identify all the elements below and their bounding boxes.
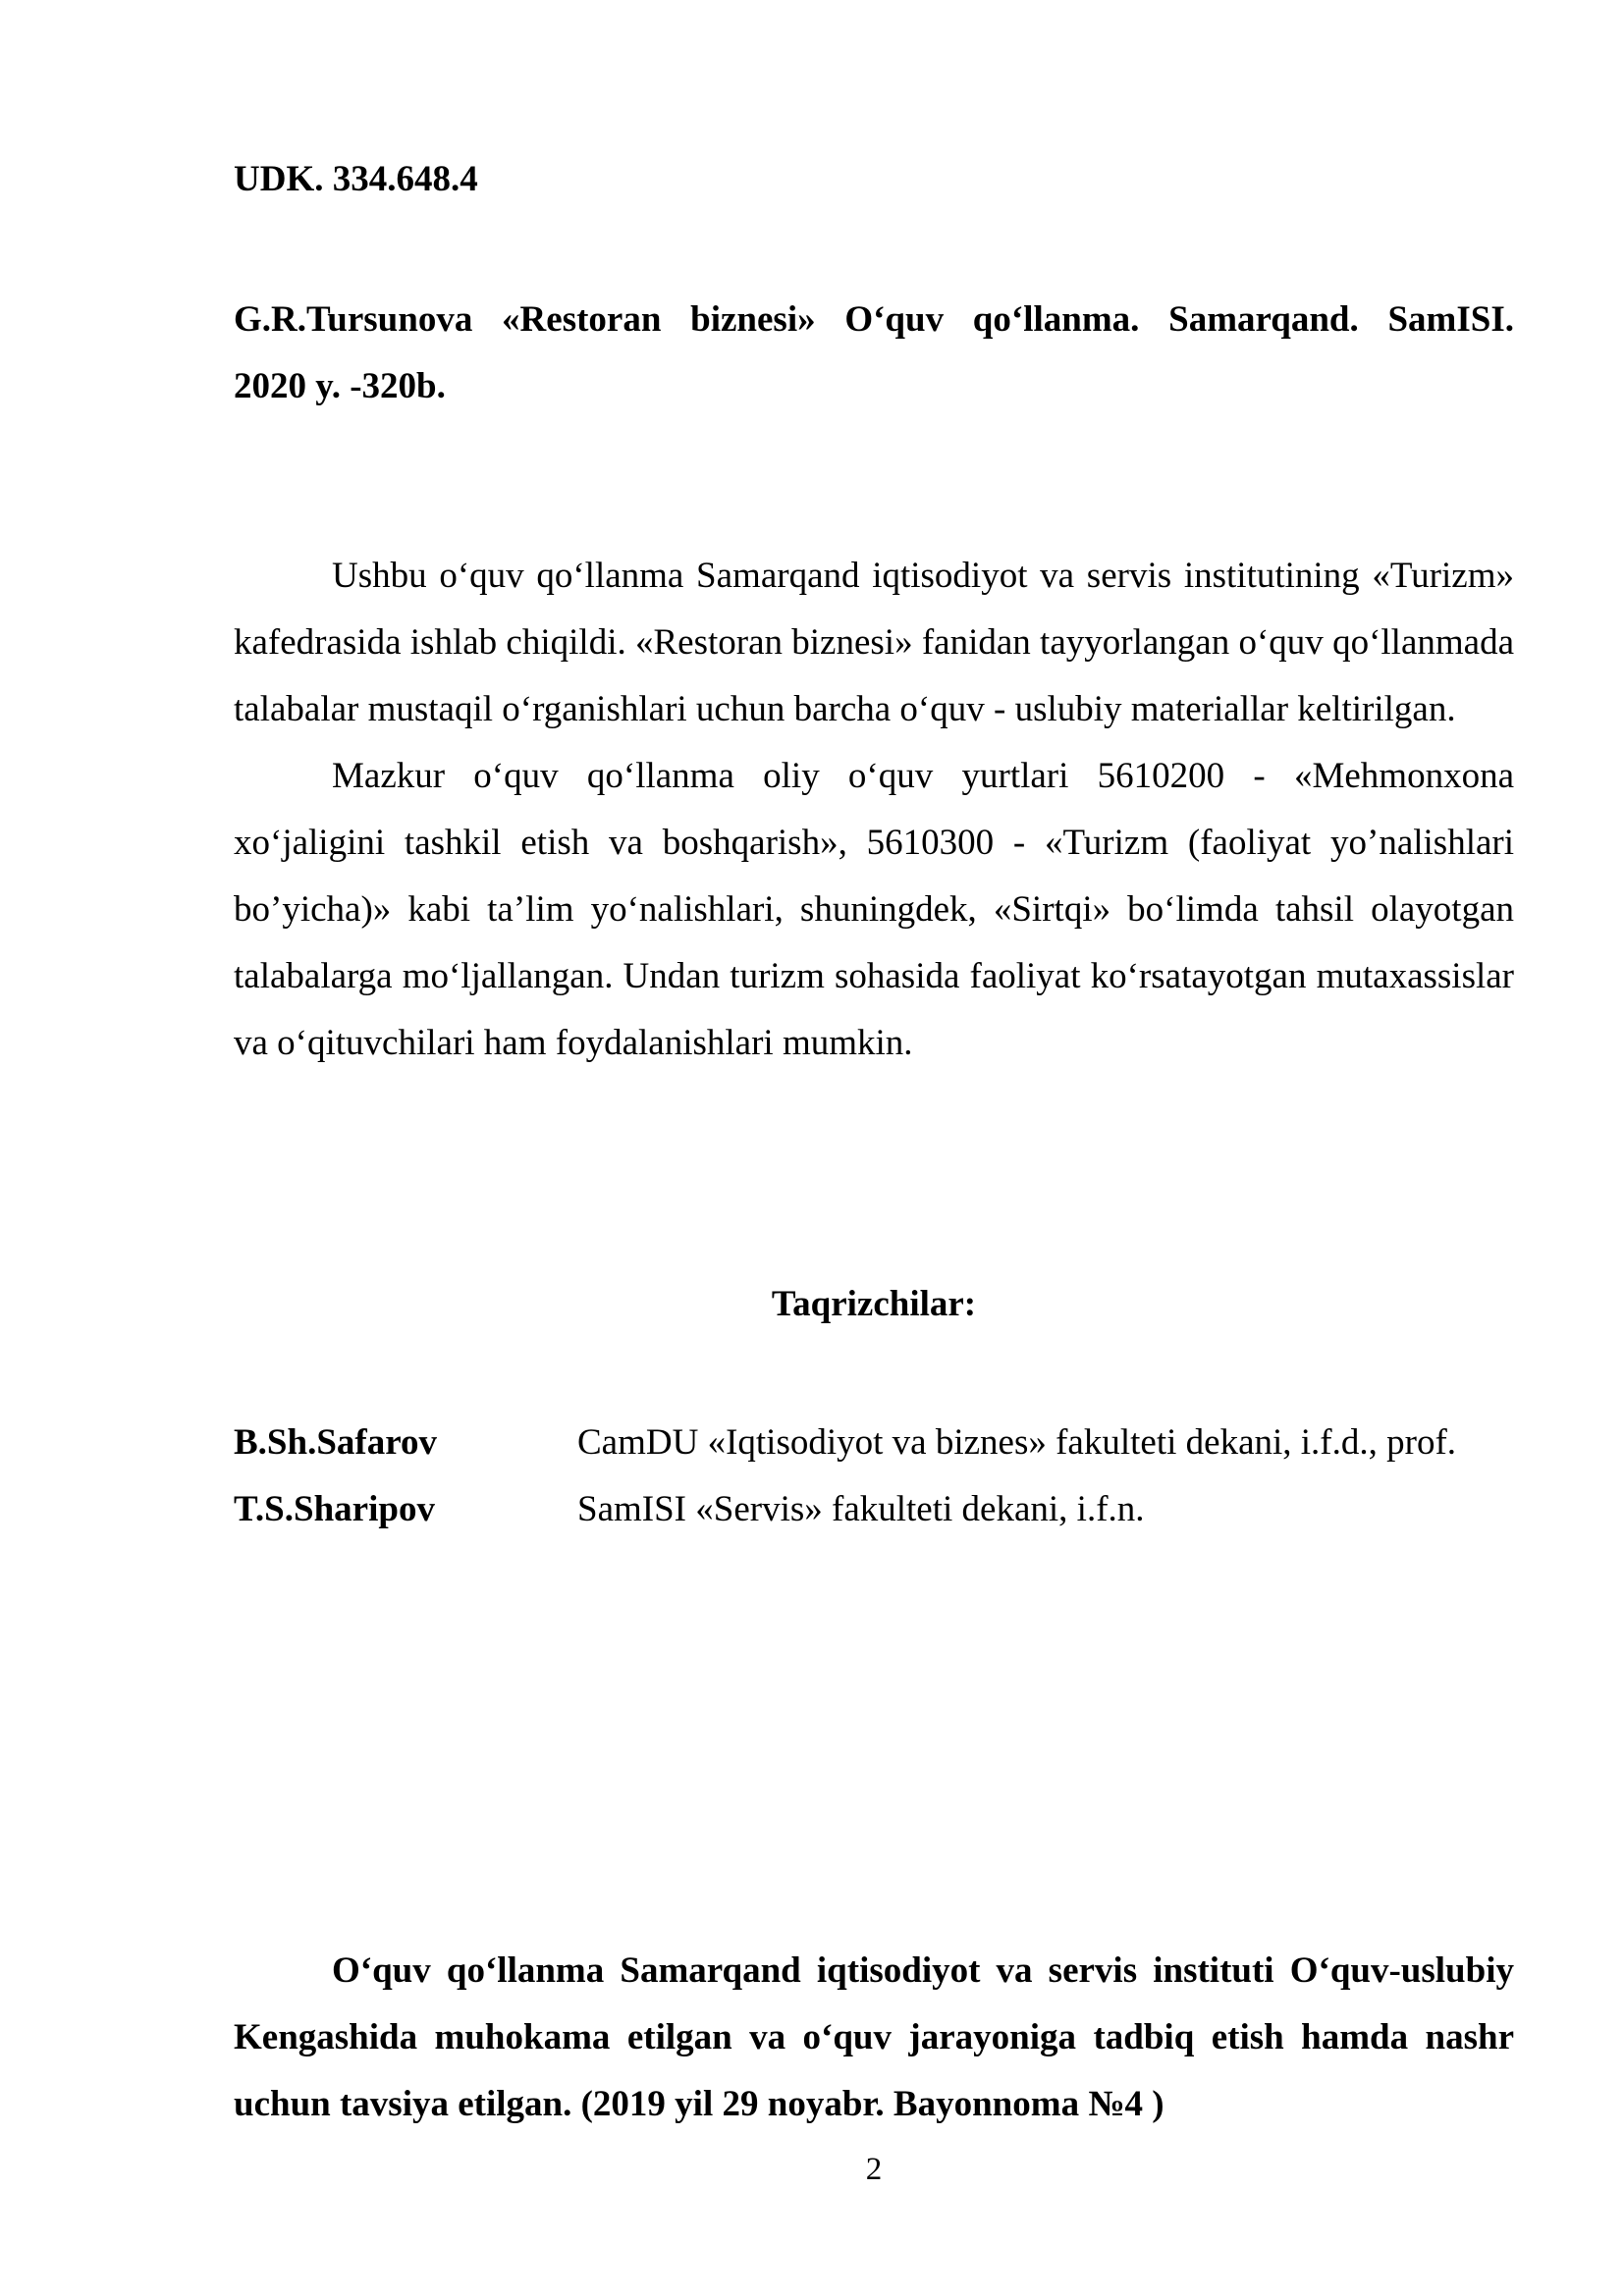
reviewer-row — [234, 1476, 1514, 1543]
citation-line-1: G.R.Tursunova «Restoran biznesi» O‘quv qo‘llanma. Samarqand. SamISI. — [234, 299, 1514, 340]
citation-line-2: 2020 y. -320b. — [234, 366, 446, 406]
reviewer-name: B.Sh.Safarov — [234, 1422, 437, 1463]
reviewer-name: T.S.Sharipov — [234, 1489, 435, 1529]
abstract-paragraph-1: Ushbu o‘quv qo‘llanma Samarqand iqtisodiyot va servis institutining «Turizm» kafedrasida ishlab chiqildi. «Restoran biznesi» fanidan tayyorlangan o‘quv qo‘llanmada talabalar mustaqil o‘rganishlari uchun barcha o‘quv - uslubiy materiallar keltirilgan. — [234, 556, 1514, 729]
page-number: 2 — [865, 2152, 883, 2187]
reviewer-row — [234, 1410, 1514, 1476]
abstract — [234, 543, 1514, 1077]
approval-paragraph: O‘quv qo‘llanma Samarqand iqtisodiyot va servis instituti O‘quv-uslubiy Kengashida muhokama etilgan va o‘quv jarayoniga tadbiq etish hamda nashr uchun tavsiya etilgan. (2019 yil 29 noyabr. Bayonnoma №4 ) — [234, 1950, 1514, 2124]
abstract-paragraph-2: Mazkur o‘quv qo‘llanma oliy o‘quv yurtlari 5610200 - «Mehmonxona xo‘jaligini tashkil etish va boshqarish», 5610300 - «Turizm (faoliyat yo’nalishlari bo’yicha)» kabi ta’lim yo‘nalishlari, shuningdek, «Sirtqi» bo‘limda tahsil olayotgan talabalarga mo‘ljallangan. Undan turizm sohasida faoliyat ko‘rsatayotgan mutaxassislar va o‘qituvchilari ham foydalanishlari mumkin. — [234, 756, 1514, 1063]
udk-code: UDK. 334.648.4 — [234, 159, 478, 199]
reviewer-role: CamDU «Iqtisodiyot va biznes» fakulteti dekani, i.f.d., prof. — [577, 1422, 1457, 1463]
reviewer-role: SamISI «Servis» fakulteti dekani, i.f.n. — [577, 1489, 1145, 1529]
reviewers-list — [234, 1410, 1514, 1543]
bibliographic-citation — [234, 287, 1514, 420]
reviewers-heading: Taqrizchilar: — [771, 1284, 977, 1324]
approval-note — [234, 1938, 1514, 2138]
